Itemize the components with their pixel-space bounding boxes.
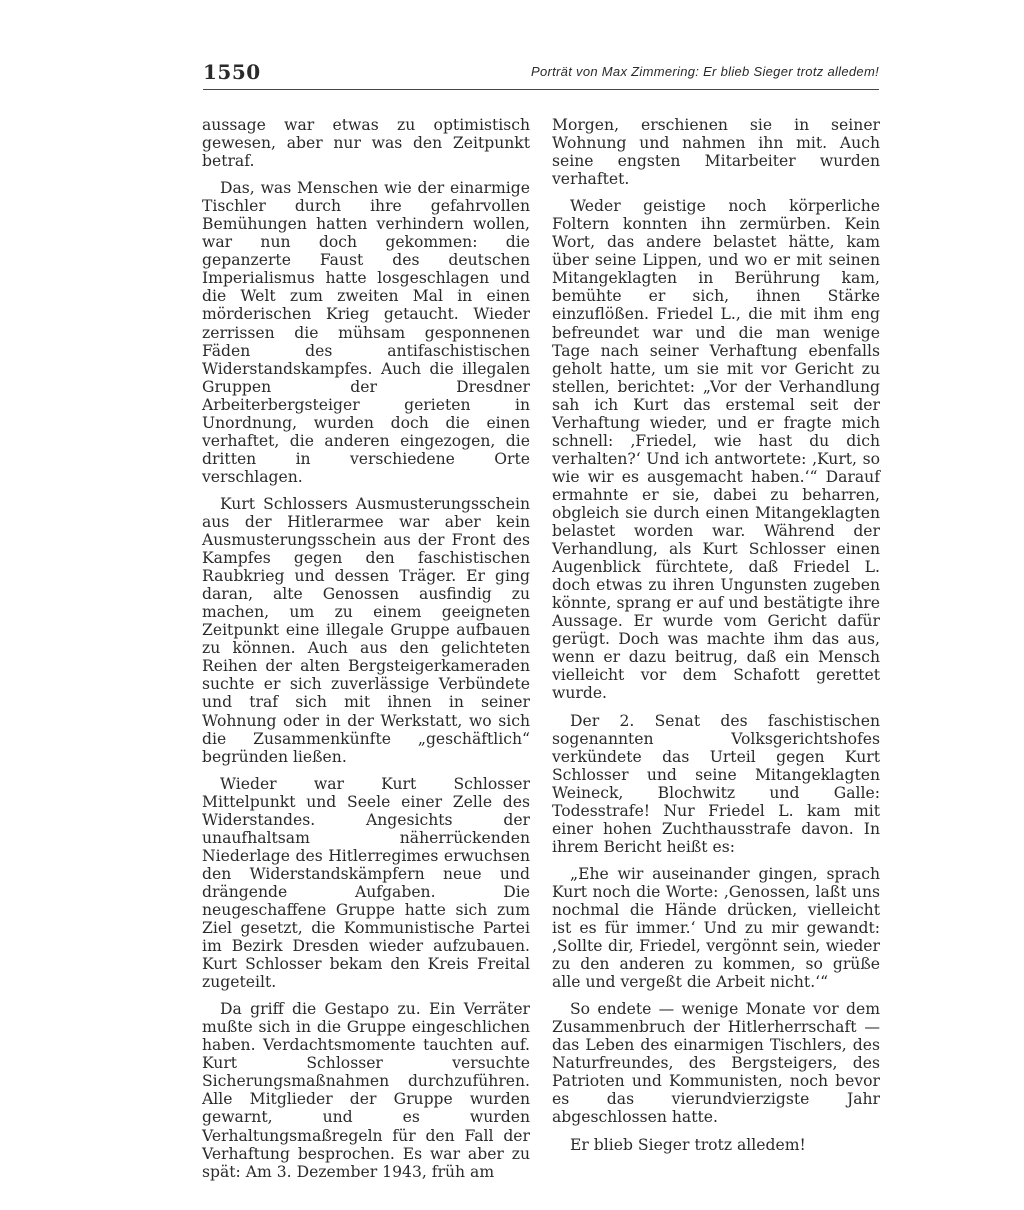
paragraph: Kurt Schlossers Ausmusterungsschein aus der Hitlerarmee war aber kein Ausmusterungsschein aus der Front des Kampfes gegen den faschistischen Raubkrieg und dessen Träger. Er ging daran, alte Genossen ausfindig zu machen, um zu einem geeigneten Zeitpunkt eine illegale Gruppe aufbauen zu können. Auch aus den gelichteten Reihen der alten Bergsteigerkameraden suchte er sich zuverlässige Verbündete und traf sich mit ihnen in seiner Wohnung oder in der Werkstatt, wo sich die Zusammenkünfte „geschäftlich“ begründen ließen. — [202, 494, 530, 766]
paragraph: Wieder war Kurt Schlosser Mittelpunkt und Seele einer Zelle des Widerstandes. Angesichts der unaufhaltsam näherrückenden Niederlage des Hitlerregimes erwuchsen den Widerstandskämpfern neue und drängende Aufgaben. Die neugeschaffene Gruppe hatte sich zum Ziel gesetzt, die Kommunistische Partei im Bezirk Dresden wieder aufzubauen. Kurt Schlosser bekam den Kreis Freital zugeteilt. — [202, 774, 530, 992]
paragraph: aussage war etwas zu optimistisch gewesen, aber nur was den Zeitpunkt betraf. — [202, 116, 530, 171]
paragraph: Da griff die Gestapo zu. Ein Verräter mußte sich in die Gruppe eingeschlichen haben. Verdachtsmomente tauchten auf. Kurt Schlosser versuchte Sicherungsmaßnahmen durchzuführen. Alle Mitglieder der Gruppe wurden gewarnt, und es wurden Verhaltungsmaßregeln für den Fall der Verhaftung besprochen. Es war aber zu spät: Am 3. Dezember 1943, früh am — [202, 1000, 530, 1181]
paragraph: Weder geistige noch körperliche Foltern konnten ihn zermürben. Kein Wort, das andere belastet hätte, kam über seine Lippen, und wo er mit seinen Mitangeklagten in Berührung kam, bemühte er sich, ihnen Stärke einzuflößen. Friedel L., die mit ihm eng befreundet war und die man wenige Tage nach seiner Verhaftung ebenfalls geholt hatte, um sie mit vor Gericht zu stellen, berichtet: „Vor der Verhandlung sah ich Kurt das erstemal seit der Verhaftung wieder, und er fragte mich schnell: ‚Friedel, wie hast du dich verhalten?‘ Und ich antwortete: ‚Kurt, so wie wir es ausgemacht haben.‘“ Darauf ermahnte er sie, dabei zu beharren, obgleich sie durch einen Mitangeklagten belastet worden war. Während der Verhandlung, als Kurt Schlosser einen Augenblick fürchtete, daß Friedel L. doch etwas zu ihren Ungunsten zugeben könnte, sprang er auf und bestätigte ihre Aussage. Er wurde vom Gericht dafür gerügt. Doch was machte ihm das aus, wenn er dazu beitrug, daß ein Mensch vielleicht vor dem Schafott gerettet wurde. — [552, 197, 880, 703]
header-rule — [203, 89, 879, 90]
paragraph: Der 2. Senat des faschistischen sogenannten Volksgerichtshofes verkündete das Urteil gegen Kurt Schlosser und seine Mitangeklagten Weineck, Blochwitz und Galle: Todesstrafe! Nur Friedel L. kam mit einer hohen Zuchthausstrafe davon. In ihrem Bericht heißt es: — [552, 711, 880, 856]
quotation: „Ehe wir auseinander gingen, sprach Kurt noch die Worte: ‚Genossen, laßt uns nochmal die Hände drücken, vielleicht ist es für immer.‘ Und zu mir gewandt: ‚Sollte dir, Friedel, vergönnt sein, wieder zu den anderen zu kommen, so grüße alle und vergeßt die Arbeit nicht.‘“ — [552, 864, 880, 992]
page-header — [203, 60, 879, 86]
page-number: 1550 — [203, 60, 261, 84]
paragraph: Das, was Menschen wie der einarmige Tischler durch ihre gefahrvollen Bemühungen hatten verhindern wollen, war nun doch gekommen: die gepanzerte Faust des deutschen Imperialismus hatte losgeschlagen und die Welt zum zweiten Mal in einen mörderischen Krieg getaucht. Wieder zerrissen die mühsam gesponnenen Fäden des antifaschistischen Widerstandskampfes. Auch die illegalen Gruppen der Dresdner Arbeiterbergsteiger gerieten in Unordnung, wurden doch die einen verhaftet, die anderen eingezogen, die dritten in verschiedene Orte verschlagen. — [202, 179, 530, 486]
right-column — [552, 116, 880, 1163]
paragraph: Morgen, erschienen sie in seiner Wohnung und nahmen ihn mit. Auch seine engsten Mitarbeiter wurden verhaftet. — [552, 116, 880, 189]
closing-line: Er blieb Sieger trotz alledem! — [570, 1135, 806, 1154]
running-title: Porträt von Max Zimmering: Er blieb Sieger trotz alledem! — [531, 64, 879, 79]
left-column — [202, 116, 530, 1190]
paragraph: So endete — wenige Monate vor dem Zusammenbruch der Hitlerherrschaft — das Leben des einarmigen Tischlers, des Naturfreundes, des Bergsteigers, des Patrioten und Kommunisten, noch bevor es das vierundvierzigste Jahr abgeschlossen hatte. — [552, 1000, 880, 1127]
